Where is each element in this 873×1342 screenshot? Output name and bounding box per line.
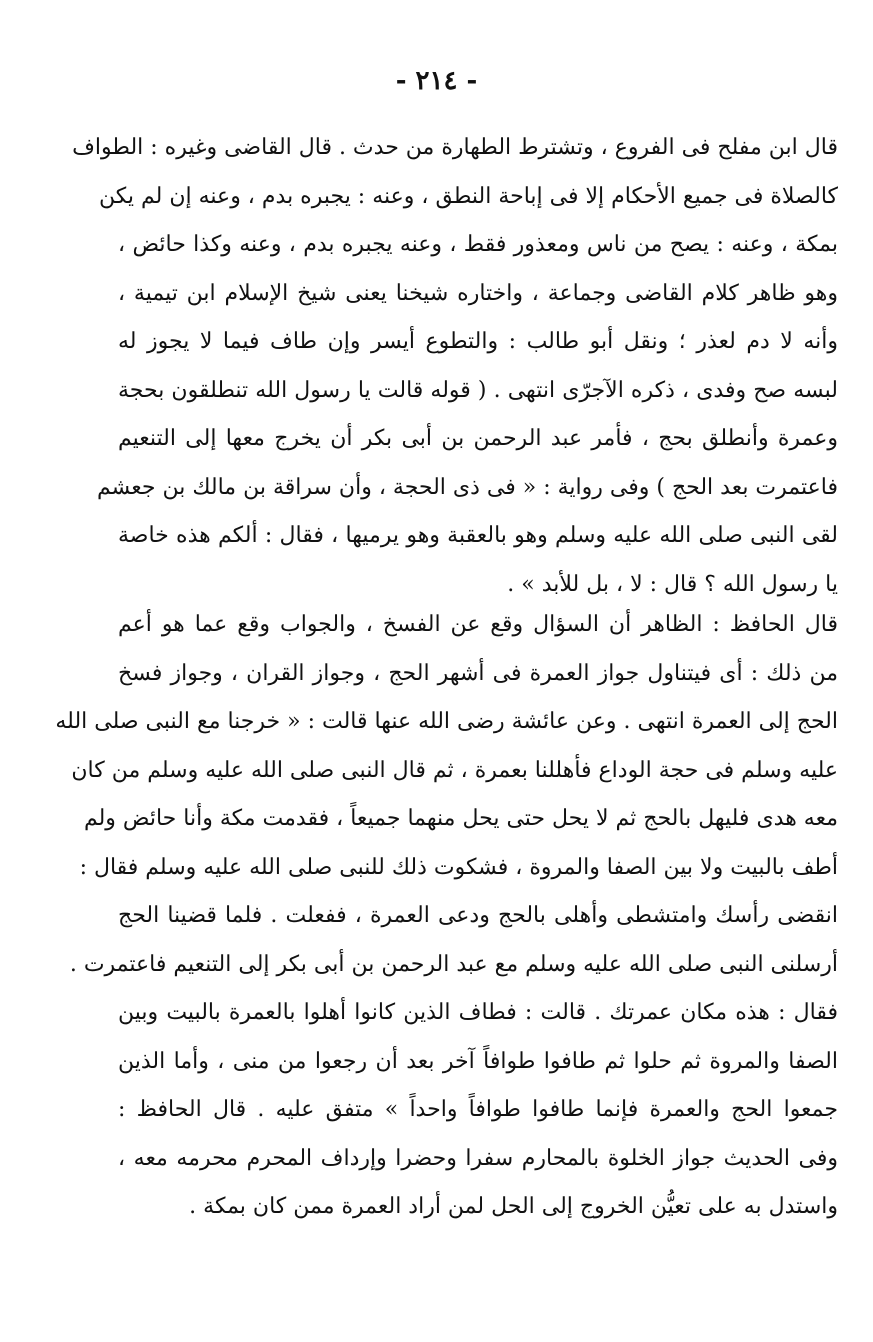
text-line: فقال : هذه مكان عمرتك . قالت : فطاف الذين كانوا أهلوا بالعمرة بالبيت وبين: [118, 1000, 838, 1025]
page-number: - ٢١٤ -: [395, 66, 478, 96]
text-line: لقى النبى صلى الله عليه وسلم وهو بالعقبة وهو يرميها ، فقال : ألكم هذه خاصة: [118, 523, 838, 548]
text-line: قال الحافظ : الظاهر أن السؤال وقع عن الفسخ ، والجواب وقع عما هو أعم: [118, 612, 838, 637]
text-line: انقضى رأسك وامتشطى وأهلى بالحج ودعى العمرة ، ففعلت . فلما قضينا الحج: [118, 903, 838, 928]
text-line: بمكة ، وعنه : يصح من ناس ومعذور فقط ، وعنه يجبره بدم ، وعنه وكذا حائض ،: [118, 232, 838, 257]
text-line: قال ابن مفلح فى الفروع ، وتشترط الطهارة من حدث . قال القاضى وغيره : الطواف: [72, 135, 838, 160]
text-line: جمعوا الحج والعمرة فإنما طافوا طوافاً واحداً » متفق عليه . قال الحافظ :: [118, 1097, 838, 1122]
text-line: كالصلاة فى جميع الأحكام إلا فى إباحة النطق ، وعنه : يجبره بدم ، وعنه إن لم يكن: [99, 183, 838, 209]
text-line: من ذلك : أى فيتناول جواز العمرة فى أشهر الحج ، وجواز القران ، وجواز فسخ: [118, 660, 838, 686]
text-line: وهو ظاهر كلام القاضى وجماعة ، واختاره شيخنا يعنى شيخ الإسلام ابن تيمية ،: [118, 280, 838, 306]
paragraph-hafiz-commentary: [55, 601, 838, 1232]
text-line: عليه وسلم فى حجة الوداع فأهللنا بعمرة ، ثم قال النبى صلى الله عليه وسلم من كان: [71, 757, 838, 783]
paragraph-fiqh-commentary: [72, 124, 838, 609]
text-line: أطف بالبيت ولا بين الصفا والمروة ، فشكوت ذلك للنبى صلى الله عليه وسلم فقال :: [79, 854, 838, 880]
text-line: الحج إلى العمرة انتهى . وعن عائشة رضى الله عنها قالت : « خرجنا مع النبى صلى الله: [55, 709, 838, 734]
text-line: لبسه صح وفدى ، ذكره الآجرّى انتهى . ( قوله قالت يا رسول الله تنطلقون بحجة: [118, 377, 838, 403]
text-line: واستدل به على تعيُّن الخروج إلى الحل لمن أراد العمرة ممن كان بمكة .: [189, 1194, 838, 1219]
text-line: الصفا والمروة ثم حلوا ثم طافوا طوافاً آخر بعد أن رجعوا من منى ، وأما الذين: [118, 1048, 838, 1074]
text-line: وعمرة وأنطلق بحج ، فأمر عبد الرحمن بن أبى بكر أن يخرج معها إلى التنعيم: [118, 426, 838, 451]
text-line: أرسلنى النبى صلى الله عليه وسلم مع عبد الرحمن بن أبى بكر إلى التنعيم فاعتمرت .: [69, 951, 838, 977]
text-line: فاعتمرت بعد الحج ) وفى رواية : « فى ذى الحجة ، وأن سراقة بن مالك بن جعشم: [97, 474, 838, 500]
text-line: معه هدى فليهل بالحج ثم لا يحل حتى يحل منهما جميعاً ، فقدمت مكة وأنا حائض ولم: [83, 806, 838, 831]
text-line: يا رسول الله ؟ قال : لا ، بل للأبد » .: [507, 571, 838, 597]
text-line: وأنه لا دم لعذر ؛ ونقل أبو طالب : والتطوع أيسر وإن طاف فيما لا يجوز له: [118, 329, 838, 354]
text-line: وفى الحديث جواز الخلوة بالمحارم سفرا وحضرا وإرداف المحرم محرمه معه ،: [118, 1145, 838, 1171]
